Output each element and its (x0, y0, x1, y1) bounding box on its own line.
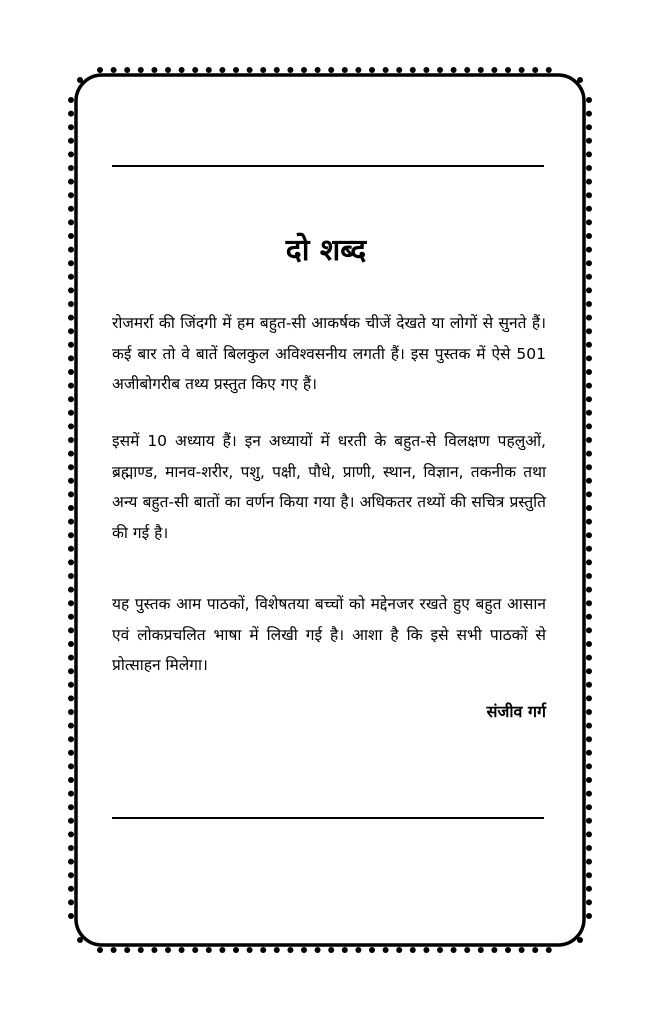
border-dot (68, 682, 74, 688)
border-dot (68, 600, 74, 606)
border-dot (68, 872, 74, 878)
border-dot (586, 682, 592, 688)
border-dot (301, 947, 307, 953)
border-dot (287, 947, 293, 953)
border-dot (586, 505, 592, 511)
border-dot (383, 67, 389, 73)
border-dot (410, 947, 416, 953)
border-dot (586, 151, 592, 157)
border-dot (586, 369, 592, 375)
border-dot (355, 947, 361, 953)
border-dot (586, 587, 592, 593)
border-dot (68, 614, 74, 620)
border-dot (68, 859, 74, 865)
border-dot (68, 723, 74, 729)
author-signature: संजीव गर्ग (486, 702, 546, 721)
border-dot (586, 559, 592, 565)
border-dot (586, 736, 592, 742)
border-dot (383, 947, 389, 953)
border-dot (586, 328, 592, 334)
border-dot (586, 179, 592, 185)
border-dot (586, 491, 592, 497)
border-dot (532, 67, 538, 73)
border-dot (586, 573, 592, 579)
border-dot (586, 872, 592, 878)
border-dot (577, 77, 583, 83)
border-dot (68, 287, 74, 293)
page-title: दो शब्द (285, 233, 367, 268)
border-dot (68, 437, 74, 443)
border-dot (546, 947, 552, 953)
border-dot (546, 67, 552, 73)
border-dot (586, 532, 592, 538)
border-dot (68, 464, 74, 470)
border-dot (68, 845, 74, 851)
border-dot (287, 67, 293, 73)
border-dot (586, 165, 592, 171)
border-dot (586, 886, 592, 892)
border-dot (68, 750, 74, 756)
border-dot (505, 67, 511, 73)
border-dot (342, 67, 348, 73)
border-dot (519, 67, 525, 73)
border-dot (410, 67, 416, 73)
border-dot (68, 913, 74, 919)
border-dot (68, 192, 74, 198)
border-dot (586, 97, 592, 103)
border-dot (68, 165, 74, 171)
border-dot (151, 67, 157, 73)
border-dot (124, 67, 130, 73)
border-dot (577, 937, 583, 943)
border-dot (586, 777, 592, 783)
border-dot (274, 67, 280, 73)
border-dot (68, 138, 74, 144)
border-dot (68, 342, 74, 348)
border-dot (68, 315, 74, 321)
border-dot (586, 750, 592, 756)
border-dot (68, 886, 74, 892)
border-dot (68, 695, 74, 701)
border-dot (586, 723, 592, 729)
border-dot (219, 67, 225, 73)
border-dot (464, 67, 470, 73)
border-dot (586, 668, 592, 674)
border-dot (586, 791, 592, 797)
border-dot (586, 627, 592, 633)
border-dot (315, 947, 321, 953)
border-dot (138, 947, 144, 953)
border-dot (179, 67, 185, 73)
border-dot (342, 947, 348, 953)
border-dot (165, 67, 171, 73)
border-dot (68, 709, 74, 715)
border-dot (274, 947, 280, 953)
border-dot (179, 947, 185, 953)
border-dot (586, 138, 592, 144)
border-dot (68, 451, 74, 457)
border-dot (586, 519, 592, 525)
border-dot (451, 947, 457, 953)
border-dot (68, 573, 74, 579)
border-dot (491, 67, 497, 73)
bottom-rule (112, 817, 544, 819)
border-dot (68, 831, 74, 837)
border-dot (138, 67, 144, 73)
border-dot (586, 464, 592, 470)
border-dot (151, 947, 157, 953)
border-dot (192, 67, 198, 73)
border-dot (260, 947, 266, 953)
border-dot (247, 947, 253, 953)
border-dot (586, 274, 592, 280)
border-dot (68, 355, 74, 361)
border-dot (586, 301, 592, 307)
border-dot (586, 355, 592, 361)
border-dot (586, 695, 592, 701)
border-dot (586, 342, 592, 348)
border-dot (219, 947, 225, 953)
border-dot (111, 67, 117, 73)
border-dot (97, 67, 103, 73)
border-dot (586, 315, 592, 321)
border-dot (586, 845, 592, 851)
border-dot (68, 97, 74, 103)
border-dot (192, 947, 198, 953)
border-dot (68, 763, 74, 769)
border-dot (396, 67, 402, 73)
border-dot (111, 947, 117, 953)
border-dot (586, 763, 592, 769)
border-dot (478, 67, 484, 73)
border-dot (437, 67, 443, 73)
border-dot (124, 947, 130, 953)
border-dot (68, 301, 74, 307)
border-dot (451, 67, 457, 73)
border-dot (505, 947, 511, 953)
border-dot (165, 947, 171, 953)
border-dot (233, 67, 239, 73)
border-dot (586, 600, 592, 606)
border-dot (68, 559, 74, 565)
border-dot (68, 791, 74, 797)
border-dot (68, 151, 74, 157)
border-dot (519, 947, 525, 953)
border-dot (68, 519, 74, 525)
border-dot (437, 947, 443, 953)
border-dot (491, 947, 497, 953)
paragraph-1: रोजमर्रा की जिंदगी में हम बहुत-सी आकर्षक चीजें देखते या लोगों से सुनते हैं। कई बार तो वे बातें बिलकुल अविश्वसनीय लगती हैं। इस पुस्तक में ऐसे 501 अजीबोगरीब तथ्य प्रस्तुत किए गए हैं। (112, 314, 546, 393)
border-dot (586, 219, 592, 225)
border-dot (68, 383, 74, 389)
border-dot (68, 124, 74, 130)
border-dot (586, 206, 592, 212)
border-dot (68, 899, 74, 905)
border-dot (68, 369, 74, 375)
border-dot (423, 947, 429, 953)
border-dot (301, 67, 307, 73)
border-dot (586, 859, 592, 865)
border-dot (464, 947, 470, 953)
border-dot (233, 947, 239, 953)
border-dot (206, 947, 212, 953)
border-dot (68, 668, 74, 674)
border-dot (68, 546, 74, 552)
border-dot (586, 437, 592, 443)
border-dot (68, 736, 74, 742)
border-dot (247, 67, 253, 73)
border-dot (586, 709, 592, 715)
border-dot (68, 818, 74, 824)
border-dot (586, 396, 592, 402)
border-dot (77, 77, 83, 83)
border-dot (423, 67, 429, 73)
paragraph-3: यह पुस्तक आम पाठकों, विशेषतया बच्चों को मद्देनजर रखते हुए बहुत आसान एवं लोकप्रचलित भाषा में लिखी गई है। आशा है कि इसे सभी पाठकों से प्रोत्साहन मिलेगा। (112, 595, 546, 674)
border-dot (478, 947, 484, 953)
border-dot (586, 287, 592, 293)
border-dot (586, 423, 592, 429)
border-dot (77, 937, 83, 943)
border-dot (586, 111, 592, 117)
border-dot (68, 274, 74, 280)
border-dot (68, 423, 74, 429)
border-dot (68, 491, 74, 497)
border-dot (68, 532, 74, 538)
border-dot (68, 777, 74, 783)
border-dot (586, 818, 592, 824)
border-dot (328, 67, 334, 73)
border-dot (586, 641, 592, 647)
border-dot (586, 614, 592, 620)
border-dot (68, 179, 74, 185)
border-dot (586, 546, 592, 552)
border-dot (586, 410, 592, 416)
border-dot (260, 67, 266, 73)
border-dot (315, 67, 321, 73)
border-dot (68, 587, 74, 593)
border-dot (68, 111, 74, 117)
border-dot (206, 67, 212, 73)
border-dot (328, 947, 334, 953)
border-dot (586, 451, 592, 457)
border-dot (586, 831, 592, 837)
border-dot (68, 641, 74, 647)
border-dot (68, 328, 74, 334)
border-dot (396, 947, 402, 953)
border-dot (355, 67, 361, 73)
border-dot (68, 206, 74, 212)
border-dot (369, 947, 375, 953)
border-dot (68, 396, 74, 402)
border-dot (369, 67, 375, 73)
border-dot (97, 947, 103, 953)
border-dot (68, 505, 74, 511)
border-dot (68, 804, 74, 810)
border-dot (586, 478, 592, 484)
top-rule (112, 165, 544, 167)
border-dot (68, 219, 74, 225)
border-dot (532, 947, 538, 953)
border-dot (586, 192, 592, 198)
border-dot (586, 655, 592, 661)
border-dot (586, 913, 592, 919)
border-dot (586, 899, 592, 905)
border-dot (68, 410, 74, 416)
border-dot (68, 655, 74, 661)
border-dot (586, 804, 592, 810)
paragraph-2: इसमें 10 अध्याय हैं। इन अध्यायों में धरती के बहुत-से विलक्षण पहलुओं, ब्रह्माण्ड, मानव-शरीर, पशु, पक्षी, पौधे, प्राणी, स्थान, विज्ञान, तकनीक तथा अन्य बहुत-सी बातों का वर्णन किया गया है। अधिकतर तथ्यों की सचित्र प्रस्तुति की गई है। (112, 432, 546, 542)
border-dot (586, 124, 592, 130)
border-dot (68, 627, 74, 633)
border-dot (68, 478, 74, 484)
border-dot (586, 383, 592, 389)
